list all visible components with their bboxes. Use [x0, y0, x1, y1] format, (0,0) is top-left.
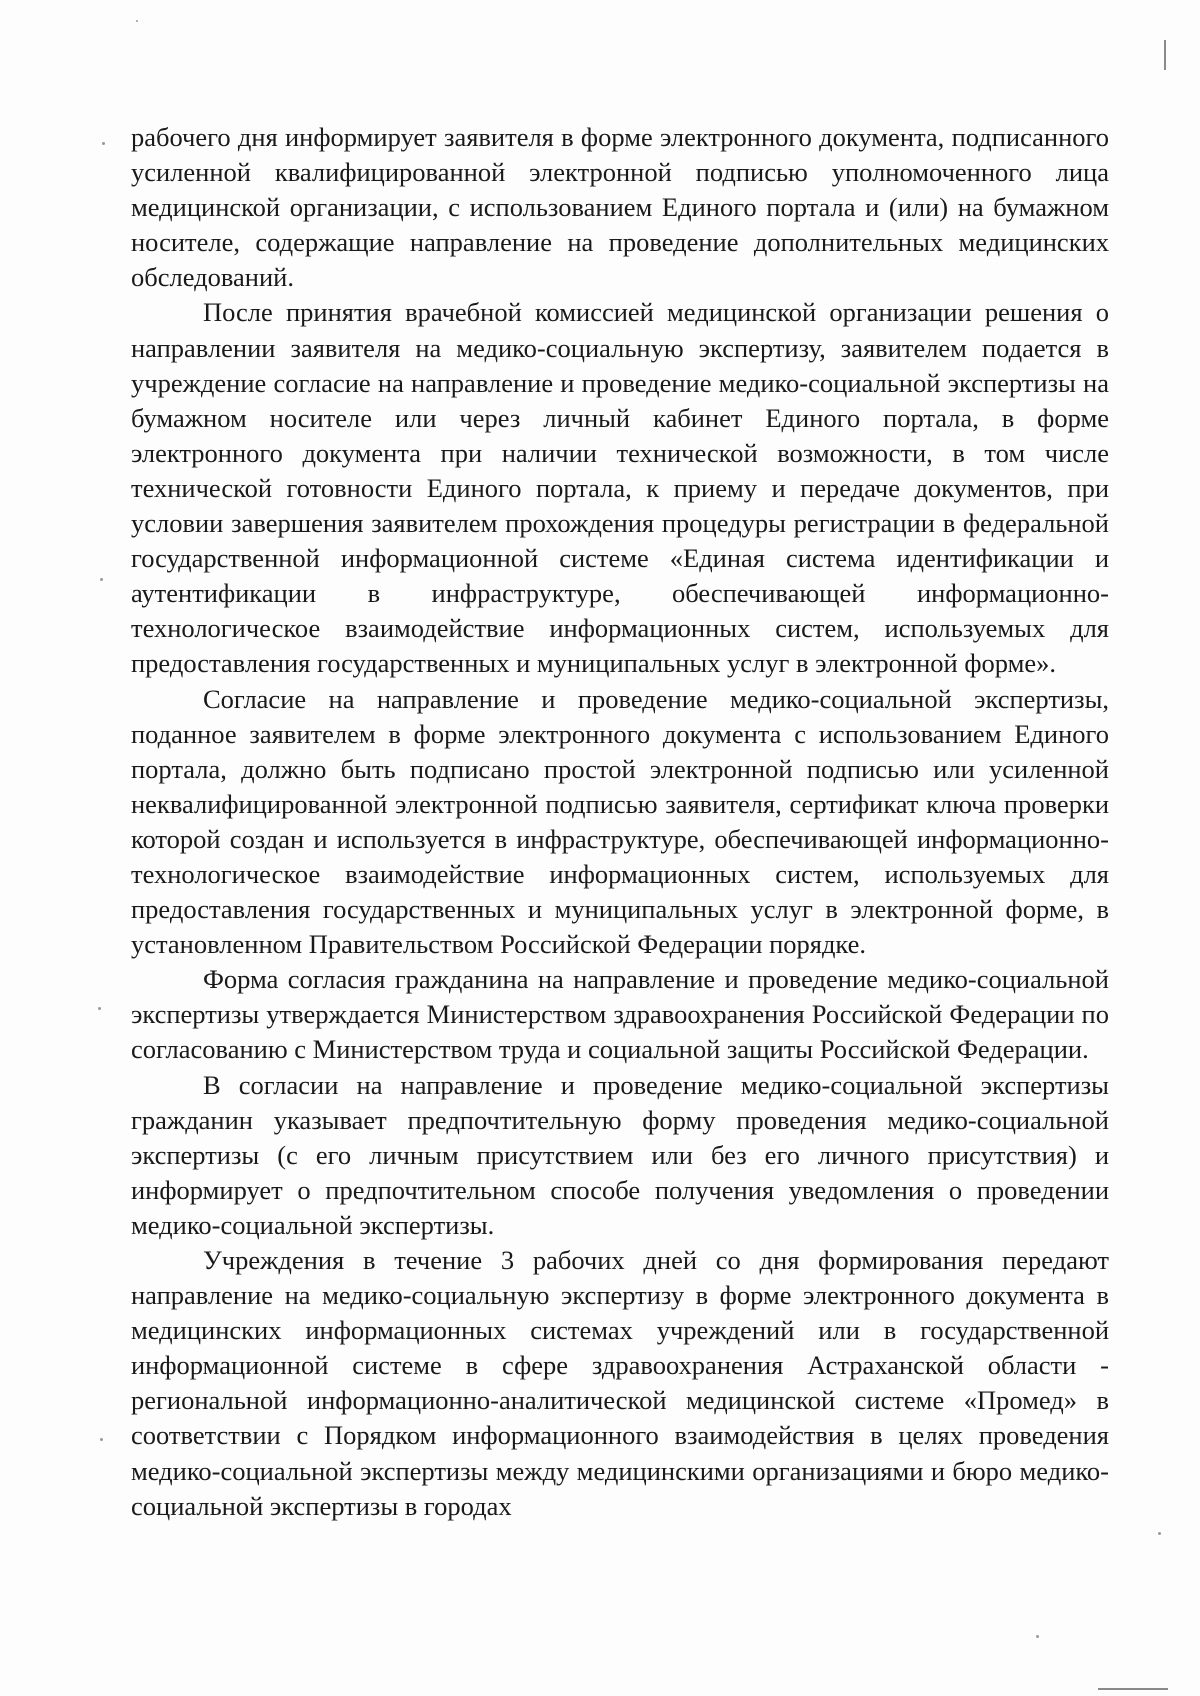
scan-speck [100, 578, 103, 581]
paragraph: рабочего дня информирует заявителя в форме электронного документа, подписанного усиленной квалифицированной электронной подписью уполномоченного лица медицинской организации, с использованием Единого портала и (или) на бумажном носителе, содержащие направление на проведение дополнительных медицинских обследований. [131, 122, 1109, 293]
paragraph: Согласие на направление и проведение медико-социальной экспертизы, поданное заявителем в форме электронного документа с использованием Единого портала, должно быть подписано простой электронной подписью или усиленной неквалифицированной электронной подписью заявителя, сертификат ключа проверки которой создан и используется в инфраструктуре, обеспечивающей информационно-технологическое взаимодействие информационных систем, используемых для предоставления государственных и муниципальных услуг в электронной форме, в установленном Правительством Российской Федерации порядке. [131, 683, 1109, 960]
scan-speck [136, 20, 138, 22]
scan-speck [1158, 1532, 1161, 1535]
scan-speck [100, 1438, 103, 1441]
document-body [131, 120, 1109, 1524]
scan-speck [98, 1007, 101, 1010]
paragraph: Форма согласия гражданина на направление и проведение медико-социальной экспертизы утверждается Министерством здравоохранения Российской Федерации по согласованию с Министерством труда и социальной защиты Российской Федерации. [131, 964, 1109, 1065]
scan-speck [102, 142, 105, 145]
scan-edge-mark [1164, 40, 1166, 70]
scan-speck [1036, 1635, 1039, 1638]
scan-edge-mark [1098, 1688, 1168, 1690]
paragraph: Учреждения в течение 3 рабочих дней со дня формирования передают направление на медико-социальную экспертизу в форме электронного документа в медицинских информационных системах учреждений или в государственной информационной системе в сфере здравоохранения Астраханской области - региональной информационно-аналитической медицинской системе «Промед» в соответствии с Порядком информационного взаимодействия в целях проведения медико-социальной экспертизы между медицинскими организациями и бюро медико-социальной экспертизы в городах [131, 1245, 1109, 1521]
paragraph: После принятия врачебной комиссией медицинской организации решения о направлении заявителя на медико-социальную экспертизу, заявителем подается в учреждение согласие на направление и проведение медико-социальной экспертизы на бумажном носителе или через личный кабинет Единого портала, в форме электронного документа при наличии технической возможности, в том числе технической готовности Единого портала, к приему и передаче документов, при условии завершения заявителем прохождения процедуры регистрации в федеральной государственной информационной системе «Единая система идентификации и аутентификации в инфраструктуре, обеспечивающей информационно-технологическое взаимодействие информационных систем, используемых для предоставления государственных и муниципальных услуг в электронной форме». [131, 297, 1109, 679]
paragraph: В согласии на направление и проведение медико-социальной экспертизы гражданин указывает предпочтительную форму проведения медико-социальной экспертизы (с его личным присутствием или без его личного присутствия) и информирует о предпочтительном способе получения уведомления о проведении медико-социальной экспертизы. [131, 1069, 1109, 1240]
